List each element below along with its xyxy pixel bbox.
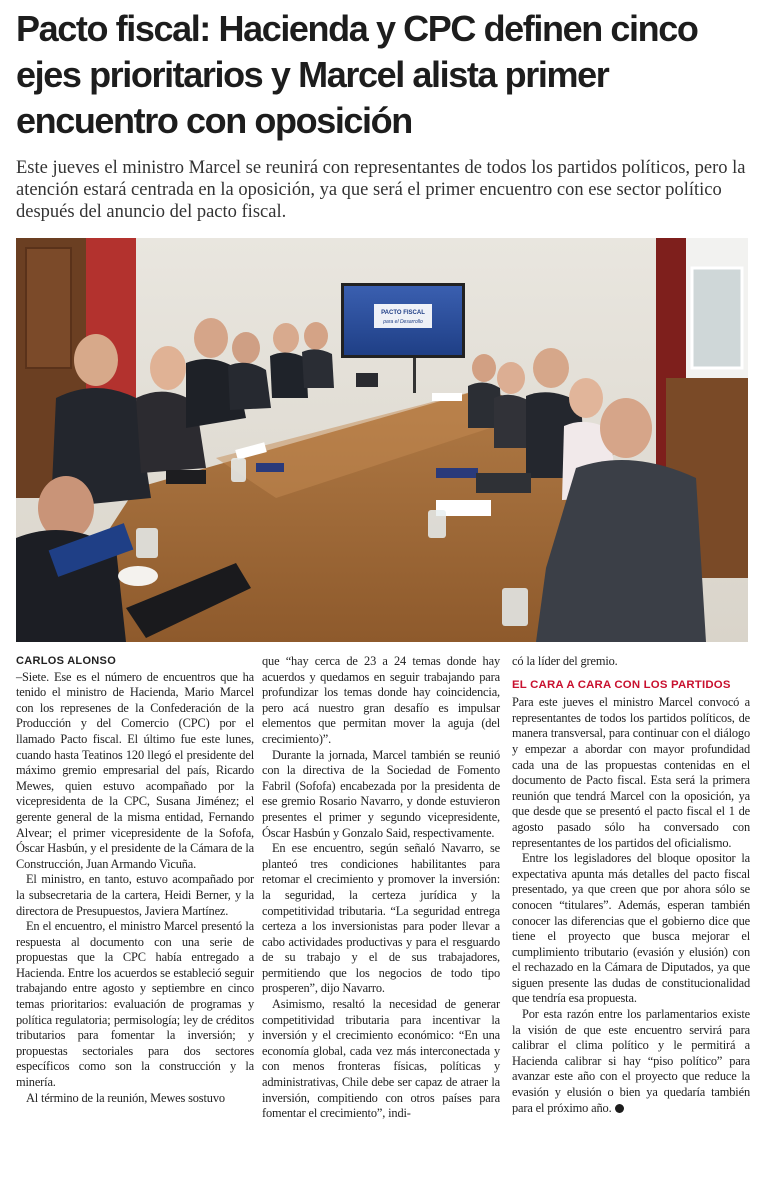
text-column-3 — [512, 654, 750, 1116]
end-mark-icon — [615, 1104, 624, 1113]
paragraph: El ministro, en tanto, estuvo acompañado por la subsecretaria de la cartera, Heidi Berner, y la directora de Presupuestos, Javiera Martínez. — [16, 872, 254, 918]
meeting-photo — [16, 238, 748, 642]
headline-line: ejes prioritarios y Marcel alista primer — [16, 54, 609, 95]
paragraph: Entre los legisladores del bloque opositor la expectativa apunta más detalles del pacto fiscal presentado, ya que creen que por ahora sólo se conocen “titulares”. Además, esperan también conocer las diferencias que el gobierno dice que tiene el proyecto que busca mejorar el cumplimiento tributario (evasión y elusión) con el rechazado en la Cámara de Diputados, ya que siguen presente las dudas de constitucionalidad que tendría esa propuesta. — [512, 851, 750, 1006]
paragraph: En ese encuentro, según señaló Navarro, se planteó tres condiciones habilitantes para retomar el crecimiento y promover la inversión: la seguridad, la certeza jurídica y la competitividad tributaria. “La seguridad entrega certeza a los inversionistas para poder llevar a cabo actividades productivas y para el resguardo de su trabajo y el de sus trabajadores, permitiendo que los negocios de todo tipo prosperen”, dijo Navarro. — [262, 841, 500, 996]
section-subhead: EL CARA A CARA CON LOS PARTIDOS — [512, 678, 731, 691]
paragraph: que “hay cerca de 23 a 24 temas donde hay acuerdos y quedamos en seguir trabajando para profundizar los temas donde hay coincidencia, pero acá nuestro gran desafío es impulsar elementos que permitan mover la aguja (del crecimiento)”. — [262, 654, 500, 746]
screen-title: PACTO FISCAL — [381, 310, 425, 316]
byline: CARLOS ALONSO — [16, 655, 117, 667]
headline-line: Pacto fiscal: Hacienda y CPC definen cinco — [16, 8, 698, 49]
headline-line: encuentro con oposición — [16, 100, 412, 141]
paragraph: Al término de la reunión, Mewes sostuvo — [26, 1090, 225, 1105]
paragraph: Para este jueves el ministro Marcel convocó a representantes de todos los partidos políticos, de manera transversal, para continuar con el diálogo y empezar a abordar con mayor profundidad cada una de las propuestas contenidas en el documento de Pacto fiscal. Esta será la primera reunión que tendrá Marcel con la oposición, ya que desde que se presentó el pacto fiscal el 1 de agosto pasado sólo ha conversado con representantes de los partidos del oficialismo. — [512, 695, 750, 850]
deck: Este jueves el ministro Marcel se reunirá con representantes de todos los partidos políticos, pero la atención estará centrada en la oposición, ya que será el primer encuentro con ese sector político después del anuncio del pacto fiscal. — [16, 158, 746, 222]
screen-subtitle: para el Desarrollo — [383, 319, 423, 325]
text-column-2 — [262, 654, 500, 1122]
paragraph — [512, 1007, 750, 1116]
paragraph: Asimismo, resaltó la necesidad de generar competitividad tributaria para incentivar la inversión y el crecimiento económico: “En una economía global, cada vez más interconectada y con menos fronteras físicas, políticas y administrativas, Chile debe ser capaz de atraer la inversión, compitiendo con otros países para fomentar el crecimiento”, indi- — [262, 997, 500, 1121]
meeting-photo-illustration — [16, 238, 748, 642]
paragraph: En el encuentro, el ministro Marcel presentó la respuesta al documento con una serie de propuestas que la CPC había entregado a Hacienda. Entre los acuerdos se estableció seguir trabajando entre agosto y septiembre en cinco temas prioritarios: evaluación de programas y política regulatoria; permisología; ley de créditos tributarios para fomentar la inversión; y propuestas sectoriales para dos sectores específicos como son la construcción y la minería. — [16, 919, 254, 1090]
paragraph: Durante la jornada, Marcel también se reunió con la directiva de la Sociedad de Fomento Fabril (Sofofa) encabezada por la presidenta de ese gremio Rosario Navarro, y donde estuvieron presentes el primer y segundo vicepresidente, Óscar Hasbún y Gonzalo Said, respectivamente. — [262, 747, 500, 840]
paragraph: –Siete. Ese es el número de encuentros que ha tenido el ministro de Hacienda, Mario Marcel con los represenes de la Confederación de la Producción y del Comercio (CPC) por el llamado Pacto fiscal. El último fue este lunes, cuando hasta Teatinos 120 llegó el presidente del máximo gremio empresarial del país, Ricardo Mewes, quien estuvo acompañado por la vicepresidenta de la CPC, Susana Jiménez; el gerente general de la misma entidad, Fernando Alvear; el primer vicepresidente de la Sofofa, Óscar Hasbún, y el presidente de la Cámara de la Construcción, Juan Armando Vicuña. — [16, 669, 254, 871]
headline — [16, 6, 746, 144]
text-column-1 — [16, 654, 254, 1106]
paragraph: có la líder del gremio. — [512, 654, 618, 668]
paragraph-text: Por esta razón entre los parlamentarios existe la visión de que este encuentro servirá para calibrar el clima político y le permitirá a Hacienda calibrar si hay “piso político” para avanzar este año con el proyecto que reduce la evasión y elusión o bien ya quedaría también para el próximo año. — [512, 1007, 750, 1115]
